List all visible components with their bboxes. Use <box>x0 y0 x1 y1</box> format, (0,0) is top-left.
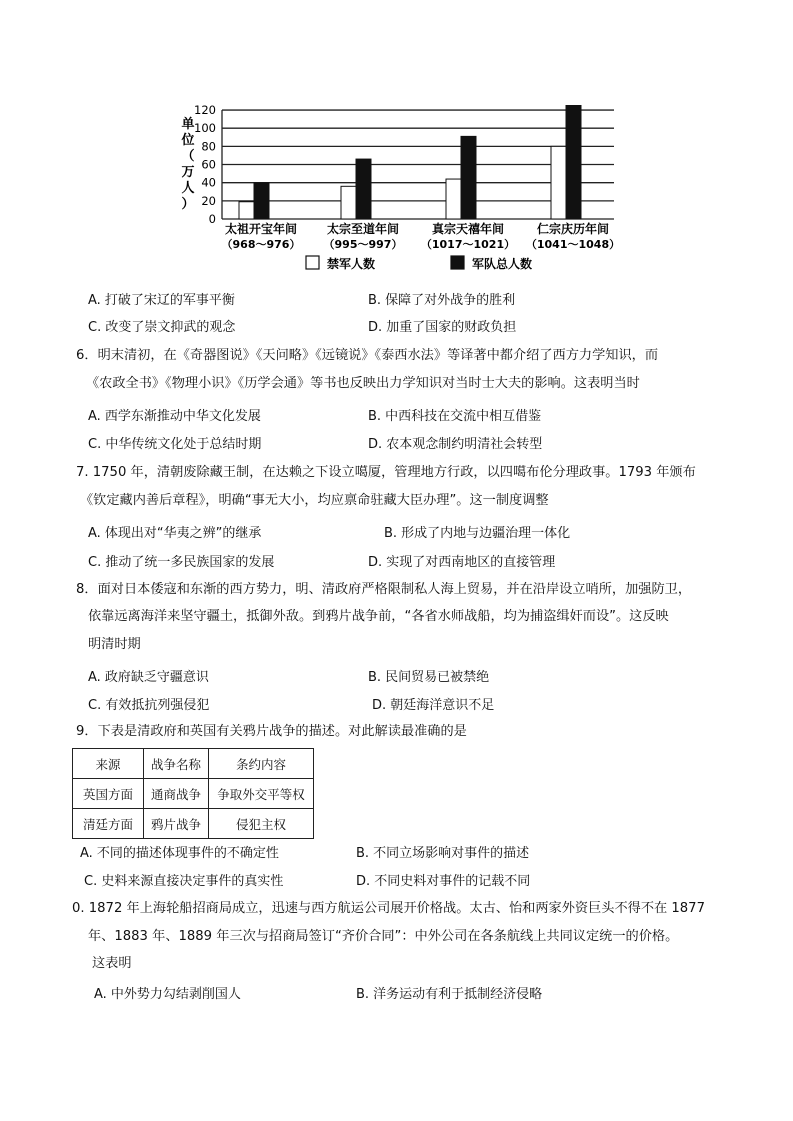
q5-option-b: B. 保障了对外战争的胜利 <box>368 293 516 308</box>
table-cell: 来源 <box>73 749 144 779</box>
y-axis-ticks <box>194 103 216 226</box>
y-tick-label: 40 <box>201 175 216 190</box>
table-cell: 鸦片战争 <box>144 809 209 839</box>
q8-option-d: D. 朝廷海洋意识不足 <box>372 698 495 713</box>
table-cell: 条约内容 <box>209 749 314 779</box>
svg-text:单位（万人）: 单位（万人） <box>181 117 195 212</box>
x-category-years: （995～997） <box>323 238 403 251</box>
legend-label-guards: 禁军人数 <box>327 257 376 271</box>
table-row <box>73 749 314 779</box>
q6-stem-line2: 《农政全书》《物理小识》《历学会通》等书也反映出力学知识对当时士大夫的影响。这表明当时 <box>86 376 640 391</box>
y-tick-label: 60 <box>201 157 216 172</box>
bar-guards <box>341 186 356 219</box>
q6-option-c: C. 中华传统文化处于总结时期 <box>88 437 262 452</box>
q10-stem-line3: 这表明 <box>92 956 132 971</box>
q10-option-b: B. 洋务运动有利于抵制经济侵略 <box>356 987 543 1002</box>
chart-legend <box>306 256 532 271</box>
legend-swatch-total <box>451 256 464 269</box>
q10-stem-line2: 年、1883 年、1889 年三次与招商局签订“齐价合同”：中外公司在各条航线上共同议定统一的价格。 <box>88 929 679 944</box>
x-category-years: （1017～1021） <box>420 238 516 251</box>
q7-option-b: B. 形成了内地与边疆治理一体化 <box>384 526 571 541</box>
bar-guards <box>239 202 254 219</box>
q10-stem-line1: 0. 1872 年上海轮船招商局成立，迅速与西方航运公司展开价格战。太古、怡和两家外资巨头不得不在 1877 <box>72 901 705 916</box>
y-tick-label: 80 <box>201 139 216 154</box>
q10-option-a: A. 中外势力勾结剥削国人 <box>94 987 241 1002</box>
q9-option-c: C. 史料来源直接决定事件的真实性 <box>84 874 284 889</box>
bar-total <box>461 136 476 219</box>
bar-total <box>254 183 269 219</box>
q9-source-table <box>72 748 314 839</box>
q7-option-d: D. 实现了对西南地区的直接管理 <box>368 555 556 570</box>
y-tick-label: 0 <box>208 212 216 226</box>
table-row <box>73 809 314 839</box>
q5-option-a: A. 打破了宋辽的军事平衡 <box>88 293 235 308</box>
military-bar-chart <box>0 0 793 290</box>
bar-guards <box>446 179 461 219</box>
table-cell: 清廷方面 <box>73 809 144 839</box>
q5-option-d: D. 加重了国家的财政负担 <box>368 320 517 335</box>
x-category-label: 真宗天禧年间 <box>431 222 505 236</box>
q8-option-a: A. 政府缺乏守疆意识 <box>88 670 209 685</box>
x-axis-categories <box>222 221 621 251</box>
q6-option-a: A. 西学东渐推动中华文化发展 <box>88 409 261 424</box>
q7-stem-line2: 《钦定藏内善后章程》，明确“事无大小，均应禀命驻藏大臣办理”。这一制度调整 <box>80 493 549 508</box>
legend-label-total: 军队总人数 <box>472 257 533 271</box>
y-tick-label: 100 <box>194 121 216 136</box>
table-cell: 战争名称 <box>144 749 209 779</box>
q5-option-c: C. 改变了崇文抑武的观念 <box>88 320 236 335</box>
x-category-label: 太宗至道年间 <box>326 222 400 236</box>
q8-stem-line3: 明清时期 <box>88 637 141 652</box>
q6-stem-line1: 6．明末清初，在《奇器图说》《天问略》《远镜说》《泰西水法》等译著中都介绍了西方力学知识，而 <box>76 348 659 363</box>
q8-stem-line1: 8．面对日本倭寇和东渐的西方势力，明、清政府严格限制私人海上贸易，并在沿岸设立哨所，加强防卫， <box>76 582 692 597</box>
table-row <box>73 779 314 809</box>
table-cell: 英国方面 <box>73 779 144 809</box>
q7-option-a: A. 体现出对“华夷之辨”的继承 <box>88 526 262 541</box>
q9-option-b: B. 不同立场影响对事件的描述 <box>356 846 530 861</box>
table-cell: 争取外交平等权 <box>209 779 314 809</box>
q9-option-a: A. 不同的描述体现事件的不确定性 <box>80 846 279 861</box>
q7-stem-line1: 7. 1750 年，清朝废除藏王制，在达赖之下设立噶厦，管理地方行政，以四噶布伦分理政事。1793 年颁布 <box>76 465 696 480</box>
q7-option-c: C. 推动了统一多民族国家的发展 <box>88 555 275 570</box>
q8-stem-line2: 依靠远离海洋来坚守疆土，抵御外敌。到鸦片战争前，“各省水师战船，均为捕盗缉奸而设”。这反映 <box>88 609 669 624</box>
x-category-years: （968～976） <box>221 238 301 251</box>
legend-swatch-guards <box>306 256 319 269</box>
table-cell: 侵犯主权 <box>209 809 314 839</box>
bar-total <box>566 106 581 220</box>
x-category-label: 太祖开宝年间 <box>224 222 298 236</box>
table-cell: 通商战争 <box>144 779 209 809</box>
q9-option-d: D. 不同史料对事件的记载不同 <box>356 874 531 889</box>
q8-option-c: C. 有效抵抗列强侵犯 <box>88 698 210 713</box>
q9-stem: 9．下表是清政府和英国有关鸦片战争的描述。对此解读最准确的是 <box>76 724 467 739</box>
q8-option-b: B. 民间贸易已被禁绝 <box>368 670 490 685</box>
bar-total <box>356 159 371 219</box>
chart-bars <box>239 106 581 220</box>
x-category-label: 仁宗庆历年间 <box>536 222 610 236</box>
bar-guards <box>551 146 566 219</box>
x-category-years: （1041～1048） <box>525 238 621 251</box>
y-tick-label: 120 <box>194 103 216 118</box>
y-tick-label: 20 <box>201 193 216 208</box>
y-axis-label <box>180 116 194 212</box>
q6-option-b: B. 中西科技在交流中相互借鉴 <box>368 409 542 424</box>
q6-option-d: D. 农本观念制约明清社会转型 <box>368 437 543 452</box>
